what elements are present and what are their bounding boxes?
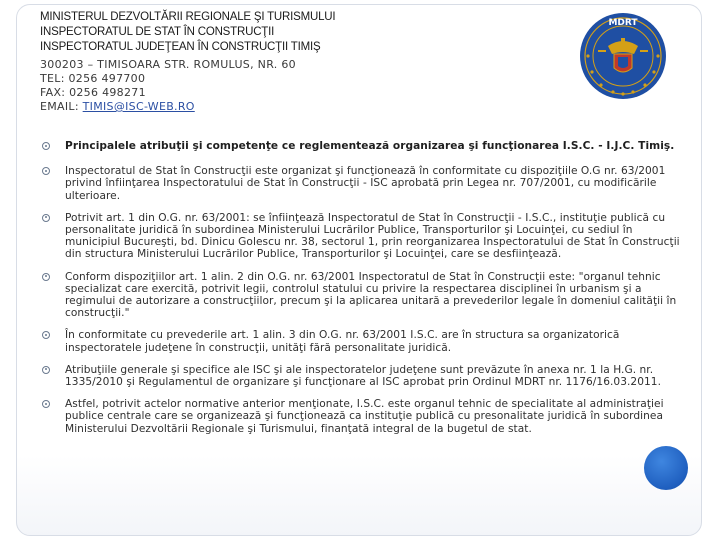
list-item	[40, 140, 690, 152]
item-text: În conformitate cu prevederile art. 1 alin. 3 din O.G. nr. 63/2001 I.S.C. are în structura sa organizatorică inspectoratele judeţene în construcţii, unităţi fără personalitate juridică.	[65, 329, 620, 354]
bullet-icon	[42, 273, 50, 281]
item-text: Inspectoratul de Stat în Construcţii este organizat şi funcţionează în conformitate cu dispoziţiile O.G nr. 63/2001 privind înfiinţarea Inspectoratului de Stat în Construcţii - ISC aprobată prin Legea nr. 707/2001, cu modificările ulterioare.	[65, 165, 666, 202]
bullet-icon	[42, 167, 50, 175]
bullet-icon	[42, 366, 50, 374]
email-label: EMAIL:	[40, 100, 83, 113]
county-inspectorate-title: INSPECTORATUL JUDEŢEAN ÎN CONSTRUCŢII TIMIŞ	[40, 41, 321, 53]
address-line: 300203 – TIMISOARA STR. ROMULUS, NR. 60	[40, 58, 296, 71]
ministry-title: MINISTERUL DEZVOLTĂRII REGIONALE ŞI TURISMULUI	[40, 11, 336, 23]
bullet-icon	[42, 331, 50, 339]
list-item	[40, 398, 690, 435]
list-item	[40, 165, 690, 202]
bullet-icon	[42, 400, 50, 408]
item-text: Potrivit art. 1 din O.G. nr. 63/2001: se înfiinţează Inspectoratul de Stat în Construcţii - I.S.C., instituţie publică cu personalitate juridică în subordinea Ministerului Lucrărilor Publice, Transporturilor şi Locuinţei, cu sediul în municipiul Bucureşti, bd. Dinicu Golescu nr. 38, sectorul 1, prin reorganizarea Inspectoratului de Stat în Construcţii din structura Ministerului Lucrărilor Publice, Transporturilor şi Locuinţei, care se desfiinţează.	[65, 211, 680, 261]
decorative-circle	[644, 446, 688, 490]
list-item	[40, 271, 690, 320]
phone-line: TEL: 0256 497700	[40, 72, 146, 85]
logo-text: MDRT	[608, 18, 638, 28]
list-item	[40, 212, 690, 261]
fax-line: FAX: 0256 498271	[40, 86, 146, 99]
item-text: Atribuţiile generale şi specifice ale ISC şi ale inspectoratelor judeţene sunt prevăzute în anexa nr. 1 la H.G. nr. 1335/2010 şi Regulamentul de organizare şi funcţionare al ISC aprobat prin Ordinul MDRT nr. 1176/16.03.2011.	[65, 363, 661, 389]
list-item	[40, 364, 690, 388]
bullet-icon	[42, 142, 50, 150]
bullet-icon	[42, 214, 50, 222]
content-list	[40, 140, 690, 445]
document-header	[40, 10, 560, 114]
mdrt-logo	[568, 10, 678, 102]
item-text: Astfel, potrivit actelor normative anterior menţionate, I.S.C. este organul tehnic de specialitate al administraţiei publice centrale care se organizează şi funcţionează ca instituţie publică cu presonalitate juridică în subordinea Ministerului Dezvoltării Regionale şi Turismului, finanţată integral de la bugetul de stat.	[65, 398, 664, 435]
email-link[interactable]: TIMIS@ISC-WEB.RO	[82, 100, 195, 113]
item-text: Conform dispoziţiilor art. 1 alin. 2 din O.G. nr. 63/2001 Inspectoratul de Stat în Construcţii este: "organul tehnic specializat care exercită, potrivit legii, controlul statului cu privire la respectarea disciplinei în urbanism şi a regimului de autorizare a construcţiilor, precum şi la aplicarea unitară a prevederilor legale în domeniul calităţii în construcţii."	[65, 270, 677, 320]
item-text: Principalele atribuţii şi competenţe ce reglementează organizarea şi funcţionarea I.S.C. - I.J.C. Timiş.	[65, 140, 675, 152]
inspectorate-title: INSPECTORATUL DE STAT ÎN CONSTRUCŢII	[40, 26, 275, 38]
email-line	[40, 100, 560, 114]
list-item	[40, 329, 690, 353]
